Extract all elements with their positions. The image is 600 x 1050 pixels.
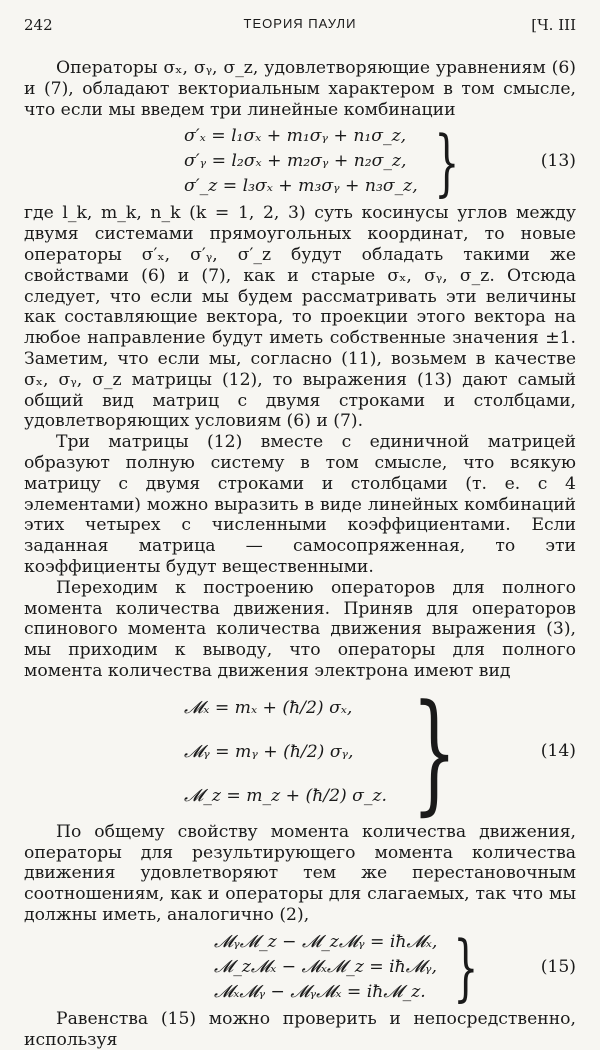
paragraph-5: По общему свойству момента количества движения, операторы для результирующего момента количества движения удовлетворяют тем же перестановочным соотношениям, как и операторы для слагаемых, так что мы должны иметь, аналогично (2),: [24, 821, 576, 925]
chapter-label: [Ч. III: [531, 16, 576, 34]
running-header: [24, 16, 576, 42]
equation-line: σ′ᵧ = l₂σₓ + m₂σᵧ + n₂σ_z,: [184, 151, 407, 172]
equation-line: 𝓜ₓ𝓜ᵧ − 𝓜ᵧ𝓜ₓ = iħ𝓜_z.: [214, 981, 426, 1002]
equation-number: (13): [540, 151, 576, 172]
paragraph-3: Три матрицы (12) вместе с единичной матрицей образуют полную систему в том смысле, что всякую матрицу с двумя строками и столбцами (т. е. с 4 элементами) можно выразить в виде линейных комбинаций этих четырех с численными коэффициентами. Если заданная матрица — самосопряженная, то эти коэффициенты будут вещественными.: [24, 432, 576, 577]
page-body: [24, 58, 576, 1050]
paragraph-2: где l_k, m_k, n_k (k = 1, 2, 3) суть косинусы углов между двумя системами прямоугольных координат, то новые операторы σ′ₓ, σ′ᵧ, σ′_z будут обладать такими же свойствами (6) и (7), как и старые σₓ, σᵧ, σ_z. Отсюда следует, что если мы будем рассматривать эти величины как составляющие вектора, то проекции этого вектора на любое направление будут иметь собственные значения ±1. Заметим, что если мы, согласно (11), возьмем в качестве σₓ, σᵧ, σ_z матрицы (12), то выражения (13) дают самый общий вид матриц с двумя строками и столбцами, удовлетворяющих условиям (6) и (7).: [24, 203, 576, 432]
equation-13: [24, 119, 576, 204]
paragraph-1: Операторы σₓ, σᵧ, σ_z, удовлетворяющие уравнениям (6) и (7), обладают векториальным характером в том смысле, что если мы введем три линейные комбинации: [24, 58, 576, 120]
equation-15: [24, 925, 576, 1010]
equation-line: 𝓜_z𝓜ₓ − 𝓜ₓ𝓜_z = iħ𝓜ᵧ,: [214, 956, 437, 977]
paragraph-6: Равенства (15) можно проверить и непосредственно, используя: [24, 1008, 576, 1050]
equation-number: (14): [540, 741, 576, 762]
right-brace: }: [453, 925, 479, 1010]
right-brace: }: [433, 119, 460, 204]
equation-14: [24, 675, 576, 828]
equation-line: 𝓜ₓ = mₓ + (ħ/2) σₓ,: [184, 697, 353, 718]
right-brace: }: [411, 675, 458, 828]
equation-line: σ′ₓ = l₁σₓ + m₁σᵧ + n₁σ_z,: [184, 126, 407, 147]
equation-line: 𝓜ᵧ𝓜_z − 𝓜_z𝓜ᵧ = iħ𝓜ₓ,: [214, 931, 438, 952]
equation-line: σ′_z = l₃σₓ + m₃σᵧ + n₃σ_z,: [184, 176, 418, 197]
equation-number: (15): [540, 956, 576, 977]
paragraph-4: Переходим к построению операторов для полного момента количества движения. Приняв для операторов спинового момента количества движения выражения (3), мы приходим к выводу, что операторы для полного момента количества движения электрона имеют вид: [24, 577, 576, 681]
page-number: 242: [24, 16, 53, 34]
equation-line: 𝓜_z = m_z + (ħ/2) σ_z.: [184, 785, 388, 806]
equation-line: 𝓜ᵧ = mᵧ + (ħ/2) σᵧ,: [184, 741, 354, 762]
running-title: ТЕОРИЯ ПАУЛИ: [243, 16, 357, 31]
